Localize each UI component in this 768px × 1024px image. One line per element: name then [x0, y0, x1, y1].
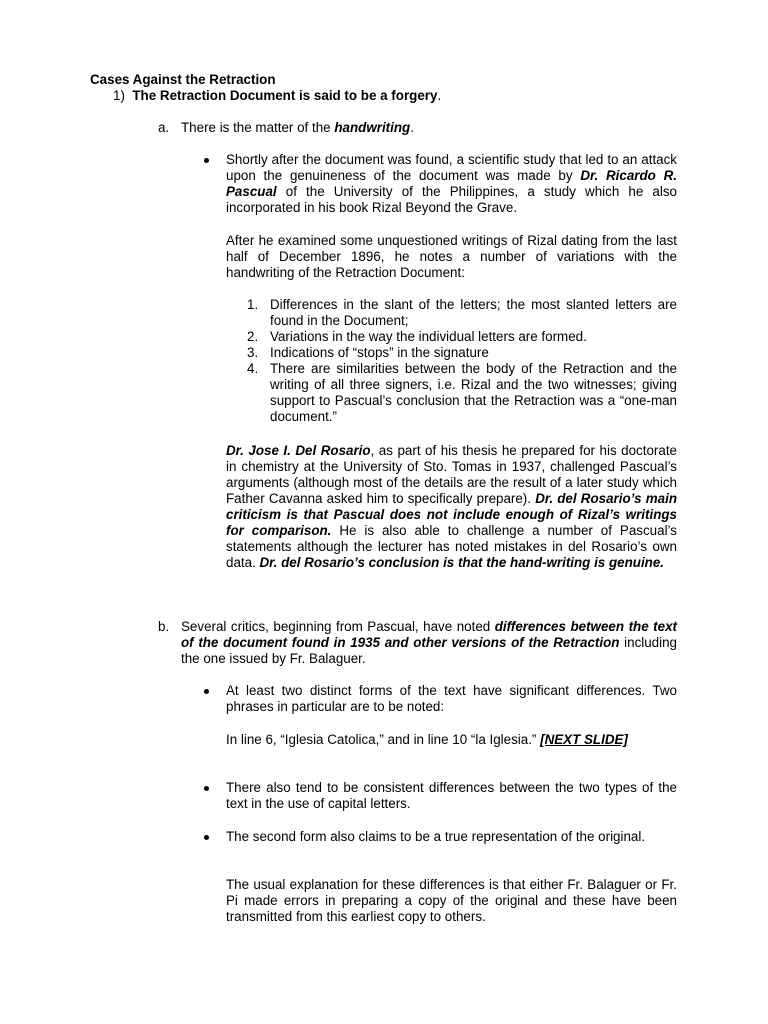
pascual-paragraph — [226, 152, 677, 216]
explanation-paragraph: The usual explanation for these differences is that either Fr. Balaguer or Fr. Pi made errors in preparing a copy of the original and these have been transmitted from this earliest copy to others. — [226, 877, 677, 924]
del-rosario-text-2: He is also able to challenge a number of Pascual’s statements although the lecturer has noted mistakes in del Rosario’s own data. — [226, 523, 677, 570]
pascual-pre: Shortly after the document was found, a scientific study that led to an attack upon the genuineness of the document was made by — [226, 152, 677, 183]
pascual-name: Dr. Ricardo R. Pascual — [226, 168, 677, 199]
section-a-heading — [181, 120, 414, 136]
section-a-marker: a. — [158, 120, 170, 135]
document-title: Cases Against the Retraction — [90, 72, 276, 87]
true-representation-paragraph: The second form also claims to be a true representation of the original. — [226, 829, 646, 844]
section-b-post: including the one issued by Fr. Balaguer. — [181, 635, 677, 666]
point-1-text: The Retraction Document is said to be a forgery — [132, 88, 438, 103]
del-rosario-paragraph — [226, 443, 677, 571]
section-b-marker: b. — [158, 619, 170, 634]
list-number: 1. — [247, 297, 259, 312]
list-item — [226, 361, 677, 425]
del-rosario-text-1: , as part of his thesis he prepared for his doctorate in chemistry at the University of Sto. Tomas in 1937, challenged Pascual’s arguments (although most of the details are the result of a later study which Father Cavanna asked him to specifically prepare). — [226, 443, 677, 506]
variations-list — [226, 297, 677, 425]
line-note-paragraph — [226, 732, 677, 748]
list-item — [226, 345, 677, 361]
point-1 — [113, 88, 441, 104]
section-b-emph: differences between the text of the document found in 1935 and other versions of the Retraction — [181, 619, 677, 650]
bullet-icon — [204, 786, 209, 791]
list-number: 4. — [247, 361, 259, 376]
bullet-icon — [204, 158, 209, 163]
list-text: There are similarities between the body of the Retraction and the writing of all three signers, i.e. Rizal and the two witnesses; giving support to Pascual’s conclusion that the Retraction was a “one-man document.” — [270, 361, 677, 424]
two-forms-paragraph: At least two distinct forms of the text have significant differences. Two phrases in particular are to be noted: — [226, 683, 677, 714]
list-item — [226, 329, 677, 345]
list-item — [226, 297, 677, 329]
variations-intro: After he examined some unquestioned writings of Rizal dating from the last half of December 1896, he notes a number of variations with the handwriting of the Retraction Document: — [226, 233, 677, 280]
section-a-pre: There is the matter of the — [181, 120, 335, 135]
capital-letters-paragraph: There also tend to be consistent differences between the two types of the text in the use of capital letters. — [226, 780, 677, 811]
bullet-icon — [204, 835, 209, 840]
del-rosario-criticism: Dr. del Rosario’s main criticism is that Pascual does not include enough of Rizal’s writings for comparison. — [226, 491, 677, 538]
point-1-marker: 1) — [113, 88, 125, 103]
next-slide-link[interactable]: [NEXT SLIDE] — [540, 732, 628, 747]
list-number: 3. — [247, 345, 259, 360]
section-b-heading — [181, 619, 677, 667]
section-a-post: . — [410, 120, 414, 135]
point-1-end: . — [437, 88, 442, 103]
section-b-pre: Several critics, beginning from Pascual, have noted — [181, 619, 495, 634]
list-text: Differences in the slant of the letters; the most slanted letters are found in the Document; — [270, 297, 677, 328]
list-text: Variations in the way the individual letters are formed. — [270, 329, 587, 344]
list-text: Indications of “stops” in the signature — [270, 345, 489, 360]
del-rosario-name: Dr. Jose I. Del Rosario — [226, 443, 371, 458]
pascual-post: of the University of the Philippines, a study which he also incorporated in his book Rizal Beyond the Grave. — [226, 184, 677, 215]
del-rosario-conclusion: Dr. del Rosario’s conclusion is that the hand-writing is genuine. — [259, 555, 665, 570]
section-a-emph: handwriting — [334, 120, 411, 135]
list-number: 2. — [247, 329, 259, 344]
line-note-text: In line 6, “Iglesia Catolica,” and in line 10 “la Iglesia.” — [226, 732, 541, 747]
bullet-icon — [204, 689, 209, 694]
